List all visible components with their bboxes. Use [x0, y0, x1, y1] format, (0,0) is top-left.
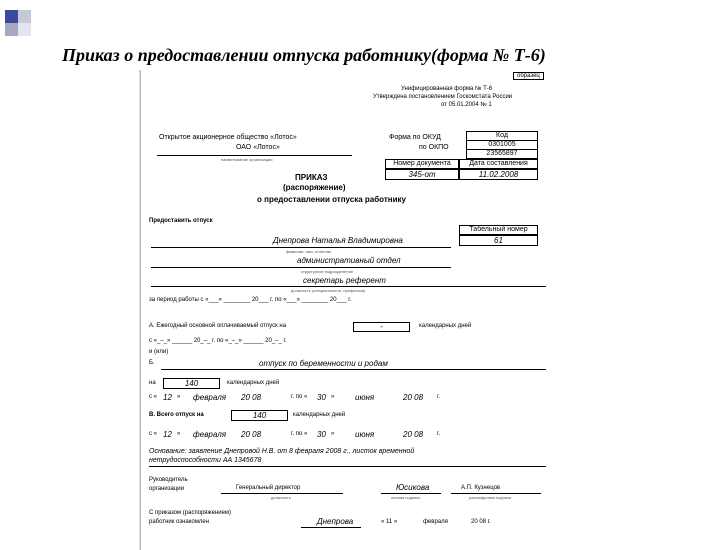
leave-type-underline	[161, 369, 546, 370]
employee-signature: Днепрова	[317, 517, 354, 526]
okpo-code: 23565897	[466, 149, 538, 159]
section-b-days: 140	[163, 378, 220, 389]
approved-by-text: Утверждена постановлением Госкомстата России	[373, 94, 513, 100]
head-position-underline	[221, 493, 343, 494]
head-name: А.П. Кузнецов	[461, 485, 501, 491]
leave-type: отпуск по беременности и родам	[259, 359, 388, 368]
b-from-quote: »	[177, 394, 181, 400]
position-underline	[151, 286, 546, 287]
employee-date-year: 20 08 г.	[471, 519, 491, 525]
basis-line2: нетрудоспособности АА 1345678	[149, 457, 262, 464]
v-from-quote: »	[177, 431, 181, 437]
doc-number-value: 345-от	[385, 169, 459, 180]
b-to-month: июня	[355, 393, 375, 402]
caption-head-position: должность	[271, 495, 291, 500]
v-to-suffix: г.	[437, 431, 441, 437]
caption-position: должность (специальность, профессия)	[291, 288, 366, 293]
b-to-prefix: г. по «	[291, 394, 308, 400]
doc-date-value: 11.02.2008	[459, 169, 538, 180]
calendar-days-a: календарных дней	[419, 323, 472, 329]
basis-underline	[149, 466, 546, 467]
b-to-quote: »	[331, 394, 335, 400]
okud-code: 0301005	[466, 140, 538, 150]
employee-sign-underline	[301, 527, 361, 528]
org-name-underline	[157, 155, 352, 156]
v-to-year: 20 08	[403, 430, 424, 439]
department: административный отдел	[297, 256, 401, 265]
section-b-on: на	[149, 380, 156, 386]
employee-date-month: февраля	[423, 519, 448, 525]
v-to-day: 30	[317, 430, 326, 439]
position: секретарь референт	[303, 276, 386, 285]
okpo-label: по ОКПО	[419, 144, 449, 151]
acquainted-1: С приказом (распоряжением)	[149, 510, 232, 516]
bullet-square-2	[18, 10, 31, 23]
slide-title: Приказ о предоставлении отпуска работнику(форма № Т-6)	[62, 45, 546, 65]
head-sign-underline	[381, 493, 441, 494]
caption-dept: структурное подразделение	[301, 269, 354, 274]
department-underline	[151, 267, 451, 268]
caption-head-sign: личная подпись	[391, 495, 421, 500]
org-name-line2: ОАО «Лотос»	[236, 144, 280, 151]
employee-name: Днепрова Наталья Владимировна	[273, 236, 403, 245]
order-topic: о предоставлении отпуска работнику	[257, 195, 406, 204]
work-period: за период работы с «___» ________ 20___ г. по «___» ________ 20___ г.	[149, 297, 352, 303]
caption-head-decode: расшифровка подписи	[469, 495, 512, 500]
order-subtitle: (распоряжение)	[283, 183, 346, 192]
section-b-label: Б.	[149, 360, 155, 366]
head-label-1: Руководитель	[149, 477, 188, 483]
code-header: Код	[466, 131, 538, 141]
v-from-month: февраля	[193, 430, 226, 439]
tab-number-header: Табельный номер	[459, 225, 538, 235]
section-a-label: А. Ежегодный основной оплачиваемый отпуск на	[149, 323, 287, 329]
v-from-prefix: с «	[149, 431, 158, 437]
tab-number-value: 61	[459, 235, 538, 246]
calendar-days-b: календарных дней	[227, 380, 280, 386]
head-position: Генеральный директор	[236, 485, 301, 491]
v-from-year: 20 08	[241, 430, 262, 439]
v-to-quote: »	[331, 431, 335, 437]
order-title: ПРИКАЗ	[295, 173, 328, 182]
grant-label: Предоставить отпуск	[149, 218, 213, 224]
section-v-label: В. Всего отпуск на	[149, 412, 204, 418]
employee-date-day: « 11 »	[381, 519, 398, 525]
bullet-square-3	[5, 23, 18, 36]
b-from-year: 20 08	[241, 393, 262, 402]
sample-stamp: образец	[513, 72, 544, 80]
head-signature: Юсикова	[396, 483, 430, 492]
b-from-month: февраля	[193, 393, 226, 402]
okud-label: Форма по ОКУД	[389, 134, 441, 141]
and-or-label: и (или)	[149, 349, 169, 355]
b-to-year: 20 08	[403, 393, 424, 402]
b-to-suffix: г.	[437, 394, 441, 400]
org-name-line1: Открытое акционерное общество «Лотос»	[159, 134, 297, 141]
section-v-days: 140	[231, 410, 288, 421]
b-from-day: 12	[163, 393, 172, 402]
section-a-dates: с «_–_» ______ 20_–_ г. по «_–_» ______ 20_–_ г.	[149, 338, 287, 344]
section-a-days: -	[353, 322, 410, 332]
basis-line1: Основание: заявление Днепровой Н.В. от 8 февраля 2008 г., листок временной	[149, 448, 415, 455]
bullet-square-4	[18, 23, 31, 36]
unified-form-text: Унифицированная форма № Т-6	[401, 86, 493, 92]
v-from-day: 12	[163, 430, 172, 439]
bullet-square-1	[5, 10, 18, 23]
doc-number-header: Номер документа	[385, 159, 459, 169]
b-from-prefix: с «	[149, 394, 158, 400]
head-name-underline	[451, 493, 541, 494]
b-to-day: 30	[317, 393, 326, 402]
v-to-prefix: г. по «	[291, 431, 308, 437]
org-caption: наименование организации	[221, 157, 273, 162]
doc-date-header: Дата составления	[459, 159, 538, 169]
calendar-days-v: календарных дней	[293, 412, 346, 418]
approved-date-text: от 05.01.2004 № 1	[441, 102, 492, 108]
v-to-month: июня	[355, 430, 375, 439]
acquainted-2: работник ознакомлен	[149, 519, 209, 525]
caption-fio: фамилия, имя, отчество	[286, 249, 332, 254]
order-form-document	[140, 70, 553, 550]
head-label-2: организации	[149, 486, 184, 492]
employee-name-underline	[151, 247, 451, 248]
